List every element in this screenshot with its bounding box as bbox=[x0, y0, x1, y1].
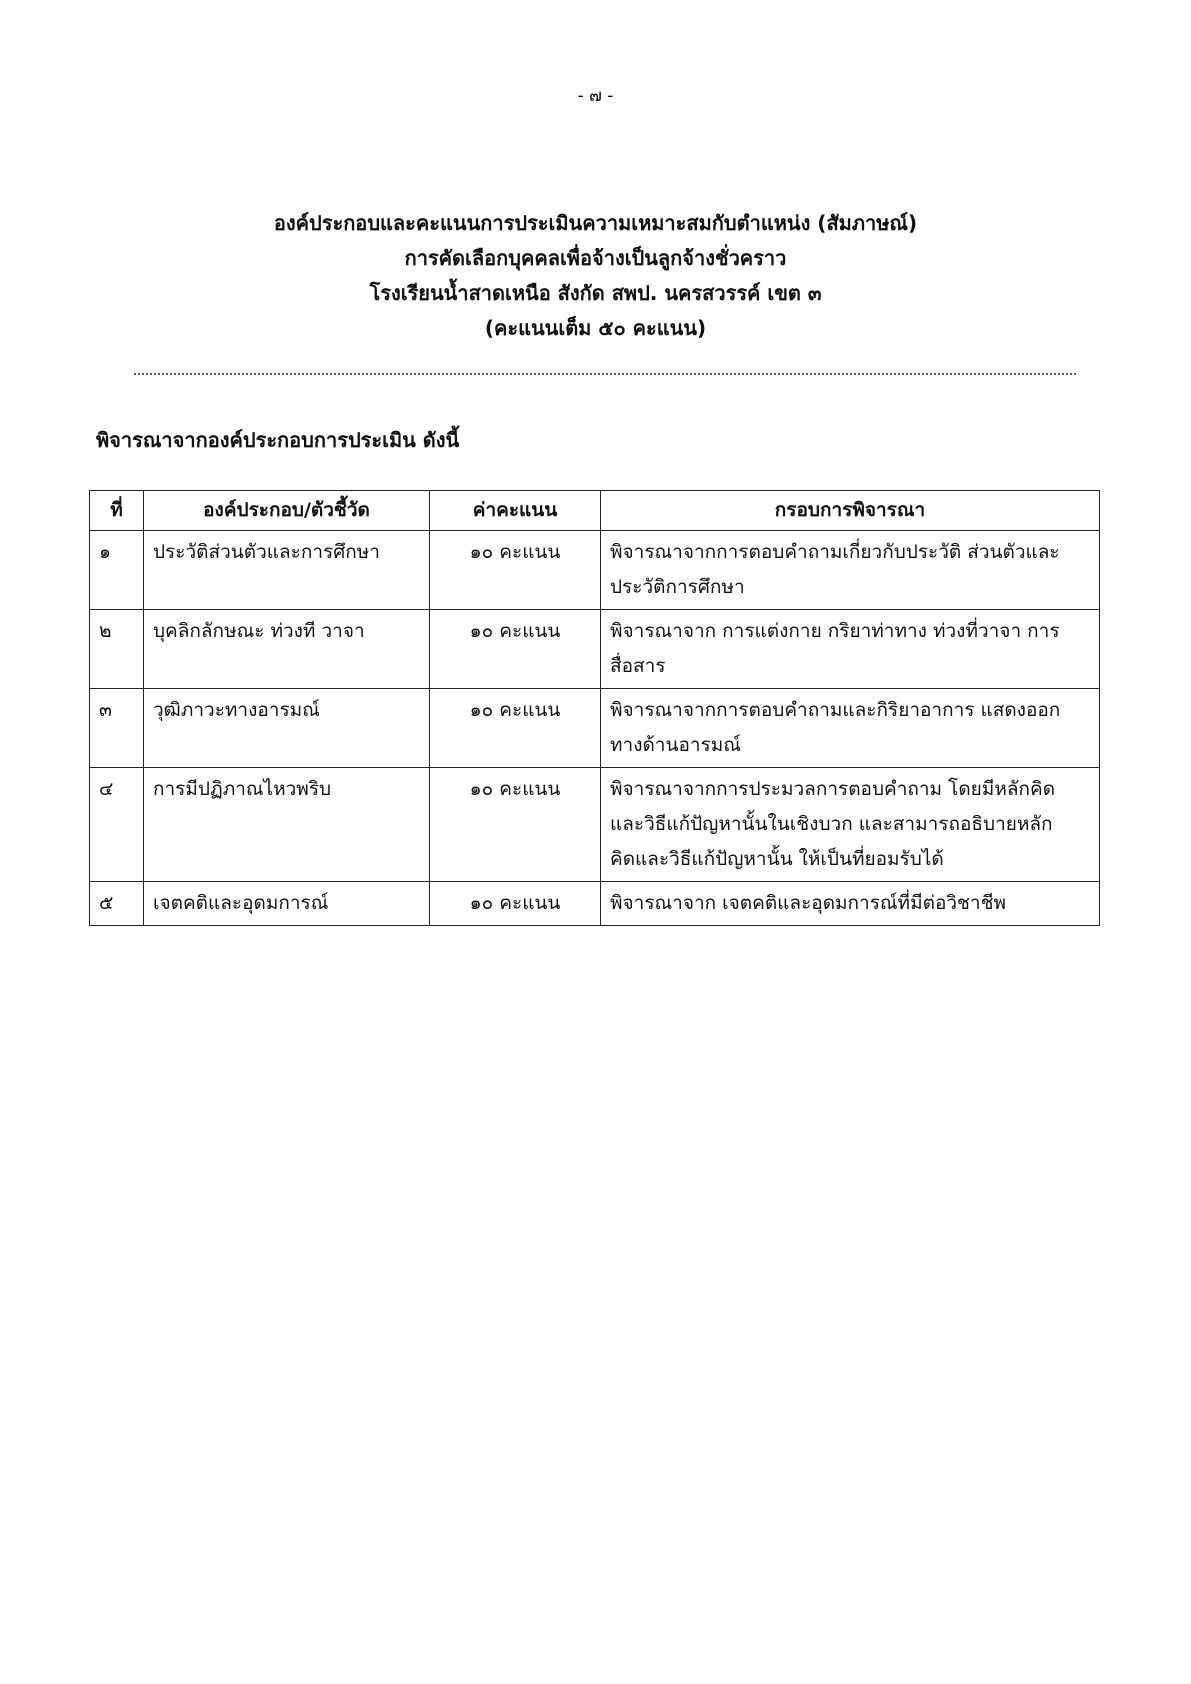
header-framework: กรอบการพิจารณา bbox=[601, 491, 1100, 531]
title-line-2: การคัดเลือกบุคคลเพื่อจ้างเป็นลูกจ้างชั่วคราว bbox=[404, 246, 787, 270]
framework-line: ทางด้านอารมณ์ bbox=[610, 734, 741, 756]
intro-heading: พิจารณาจากองค์ประกอบการประเมิน ดังนี้ bbox=[96, 428, 460, 452]
row-no: ๒ bbox=[90, 610, 144, 689]
framework-line: พิจารณาจากการประมวลการตอบคำถาม โดยมีหลักคิด bbox=[610, 778, 1056, 800]
document-title bbox=[0, 206, 1191, 346]
row-score: ๑๐ คะแนน bbox=[430, 768, 601, 882]
table-row bbox=[90, 768, 1100, 882]
row-component: วุฒิภาวะทางอารมณ์ bbox=[144, 689, 430, 768]
header-component: องค์ประกอบ/ตัวชี้วัด bbox=[144, 491, 430, 531]
framework-line: และวิธีแก้ปัญหานั้นในเชิงบวก และสามารถอธิบายหลัก bbox=[610, 813, 1053, 835]
row-score: ๑๐ คะแนน bbox=[430, 610, 601, 689]
header-no: ที่ bbox=[90, 491, 144, 531]
row-component: บุคลิกลักษณะ ท่วงที วาจา bbox=[144, 610, 430, 689]
header-score: ค่าคะแนน bbox=[430, 491, 601, 531]
row-no: ๕ bbox=[90, 882, 144, 926]
row-component: ประวัติส่วนตัวและการศึกษา bbox=[144, 531, 430, 610]
page-number: - ๗ - bbox=[577, 86, 614, 106]
row-no: ๑ bbox=[90, 531, 144, 610]
framework-line: คิดและวิธีแก้ปัญหานั้น ให้เป็นที่ยอมรับได้ bbox=[610, 848, 944, 870]
row-component: การมีปฏิภาณไหวพริบ bbox=[144, 768, 430, 882]
framework-line: พิจารณาจากการตอบคำถามและกิริยาอาการ แสดงออก bbox=[610, 699, 1061, 721]
table-row bbox=[90, 882, 1100, 926]
dotted-divider bbox=[134, 373, 1076, 375]
framework-line: พิจารณาจาก เจตคติและอุดมการณ์ที่มีต่อวิชาชีพ bbox=[610, 892, 1007, 914]
table-row bbox=[90, 531, 1100, 610]
title-line-3: โรงเรียนน้ำสาดเหนือ สังกัด สพป. นครสวรรค์ เขต ๓ bbox=[369, 281, 822, 305]
framework-line: พิจารณาจาก การแต่งกาย กริยาท่าทาง ท่วงที่วาจา การ bbox=[610, 620, 1060, 642]
table-row bbox=[90, 689, 1100, 768]
row-score: ๑๐ คะแนน bbox=[430, 531, 601, 610]
row-framework bbox=[601, 882, 1100, 926]
table-row bbox=[90, 610, 1100, 689]
row-score: ๑๐ คะแนน bbox=[430, 689, 601, 768]
row-framework bbox=[601, 531, 1100, 610]
framework-line: สื่อสาร bbox=[610, 655, 666, 677]
row-framework bbox=[601, 689, 1100, 768]
row-framework bbox=[601, 610, 1100, 689]
framework-line: ประวัติการศึกษา bbox=[610, 576, 745, 598]
row-framework bbox=[601, 768, 1100, 882]
row-score: ๑๐ คะแนน bbox=[430, 882, 601, 926]
framework-line: พิจารณาจากการตอบคำถามเกี่ยวกับประวัติ ส่วนตัวและ bbox=[610, 541, 1060, 563]
row-component: เจตคติและอุดมการณ์ bbox=[144, 882, 430, 926]
title-line-1: องค์ประกอบและคะแนนการประเมินความเหมาะสมกับตำแหน่ง (สัมภาษณ์) bbox=[273, 211, 918, 235]
row-no: ๓ bbox=[90, 689, 144, 768]
row-no: ๔ bbox=[90, 768, 144, 882]
title-line-4: (คะแนนเต็ม ๕๐ คะแนน) bbox=[484, 316, 707, 340]
criteria-table bbox=[89, 490, 1100, 926]
table-header-row bbox=[90, 491, 1100, 531]
